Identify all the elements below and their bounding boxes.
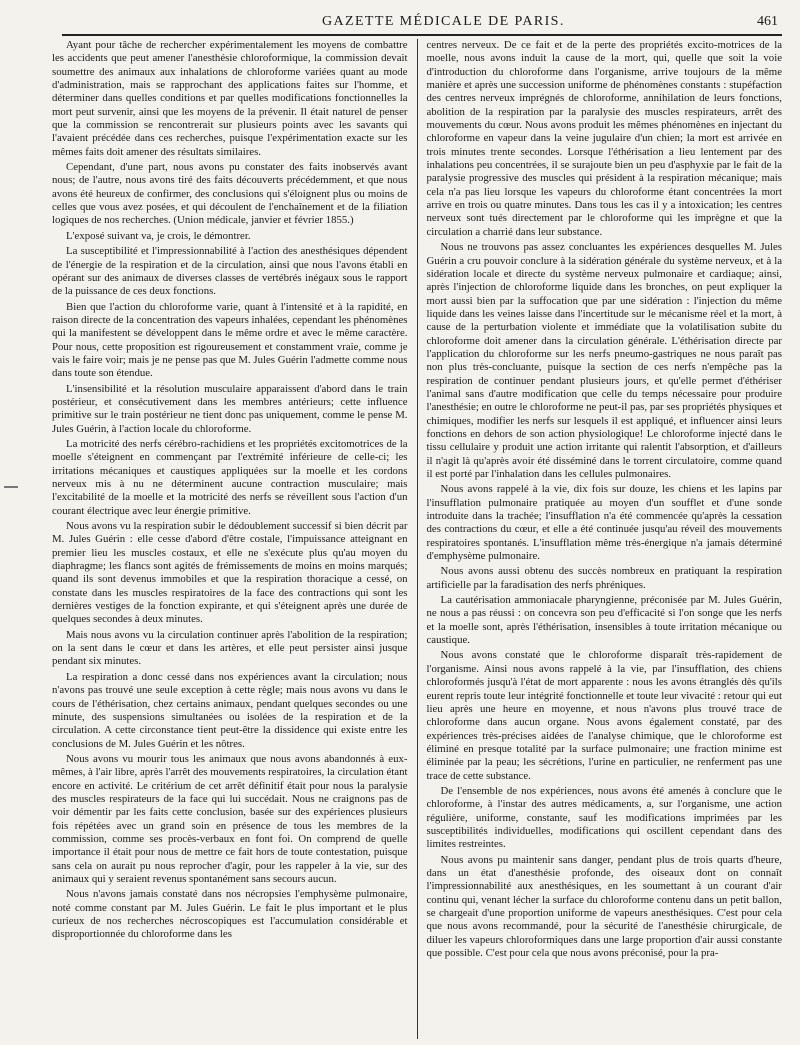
- header-rule: [62, 34, 782, 36]
- paragraph: Nous ne trouvons pas assez concluantes les expériences desquelles M. Jules Guérin a cru pouvoir conclure à la sidération générale du système nerveux, et à la sidération locale et directe du système nerveux pulmonaire et cardiaque; ainsi, après l'injection de chloroforme liquide dans les bronches, on peut expliquer la mort aussi bien par la suffocation que par une sidération : l'injection du même liquide dans les veines laisse dans l'incertitude sur le mécanisme réel et la mort, à cause de la perturbation violente et immédiate que la volatilisation subite du chloroforme doit amener dans la circulation générale. L'éthérisation directe par l'application du chloroforme sur les nerfs pneumo-gastriques ne nous paraît pas non plus très-concluante, puisque la section de ces nerfs n'empêche pas la respiration de continuer pendant plusieurs jours, et qu'elle permet d'éthériser l'animal sans d'autre modification que celle du temps nécessaire pour produire l'anesthésie; en outre le chloroforme ne peut-il pas, par ses propriétés physiques et chimiques, modifier les nerfs sur lesquels il est appliqué, et influencer ainsi leurs fonctions en dehors de son action physiologique! Le chloroforme injecté dans le tissu cellulaire y produit une action irritante qui ralentit l'absorption, et d'ailleurs il n'agit là qu'après avoir été disséminé dans le torrent circulatoire, comme quand il est porté par l'inhalation dans les cellules pulmonaires.: [426, 241, 782, 480]
- paragraph: centres nerveux. De ce fait et de la perte des propriétés excito-motrices de la moelle, nous avons induit la cause de la mort, qui, quelle que soit la voie d'introduction du chloroforme dans l'organisme, arrive toujours de la même manière et après une succession uniforme de phénomènes constants : stupéfaction des centres nerveux imprégnés de chloroforme, annihilation de leurs fonctions, abolition de la respiration par la paralysie des muscles respirateurs, arrêt des mouvements du cœur. Nous avons produit les mêmes phénomènes en injectant du chloroforme en vapeur dans la veine jugulaire d'un chien; la mort est arrivée en trois minutes trente secondes. Lorsque l'éthérisation a lieu lentement par des inhalations peu concentrées, il se surajoute bien un peu d'asphyxie par le fait de la paralysie progressive des muscles qui président à la respiration mécanique; mais cela n'a pas lieu lorsque les vapeurs du chloroforme étant concentrées la mort arrive en trois ou quatre minutes. Dans tous les cas il y a intoxication; les centres nerveux sont tués directement par le chloroforme qui les imprègne et que la circulation a charrié dans leur substance.: [426, 39, 782, 238]
- paragraph: Nous avons constaté que le chloroforme disparaît très-rapidement de l'organisme. Ainsi nous avons rappelé à la vie, par l'insufflation, des chiens chloroformés jusqu'à l'état de mort apparente : nous les avons étranglés dès qu'ils eurent repris toute leur intégrité fonctionnelle et toute leur vivacité : retour qui eut lieu après une heure en moyenne, et nous n'avons plus trouvé trace de chloroforme dans aucun organe. Nous avons également constaté, par des expériences très-précises aidées de l'analyse chimique, que le chloroforme est éliminé en presque totalité par la surface pulmonaire; une fraction minime est éliminée par la peau; les sécrétions, l'urine en particulier, ne renferment pas une trace de cette substance.: [426, 649, 782, 782]
- paragraph: Nous n'avons jamais constaté dans nos nécropsies l'emphysème pulmonaire, noté comme constant par M. Jules Guérin. Le fait le plus important et le plus curieux de nos recherches nécroscopiques est l'accumulation considérable et disproportionnée du chloroforme dans les: [52, 888, 408, 941]
- paragraph: Nous avons rappelé à la vie, dix fois sur douze, les chiens et les lapins par l'insufflation pulmonaire pratiquée au moyen d'un soufflet et d'une sonde introduite dans la trachée; l'insufflation n'a été commencée qu'après la cessation des contractions du cœur, et elle a été continuée jusqu'au réveil des mouvements respiratoires spontanés. L'insufflation même très-énergique n'a jamais déterminé d'emphysème pulmonaire.: [426, 483, 782, 563]
- page-number: 461: [757, 14, 778, 29]
- paragraph: De l'ensemble de nos expériences, nous avons été amenés à conclure que le chloroforme, à l'instar des autres médicaments, a, sur l'organisme, une action régulière, uniforme, constante, sauf les modifications imprimées par les susceptibilités individuelles, modifications qui oscillent cependant dans des limites restreintes.: [426, 784, 782, 851]
- right-column: [417, 39, 783, 1039]
- text-columns: [52, 39, 782, 1039]
- paragraph: Nous avons vu mourir tous les animaux que nous avons abandonnés à eux-mêmes, à l'air libre, après l'arrêt des mouvements respiratoires, la circulation étant encore en activité. Le critérium de cet arrêt définitif était pour nous la paralysie des muscles respirateurs de la face qui lui succédait. Nous ne craignons pas de voir démentir par les faits cette conclusion, basée sur des expériences plusieurs fois répétées avec un grand soin en présence de tous les membres de la commission, comme ses procès-verbaux en font foi. On comprend de quelle importance il était pour nous de mettre ce fait hors de toute contestation, puisque sans cela on aurait pu nous reprocher d'agir, pour les rappeler à la vie, sur des animaux qui y seraient revenus spontanément sans secours aucun.: [52, 752, 408, 885]
- paragraph: Nous avons aussi obtenu des succès nombreux en pratiquant la respiration artificielle par la faradisation des nerfs phréniques.: [426, 565, 782, 591]
- binding-mark: [4, 486, 18, 488]
- paragraph: Bien que l'action du chloroforme varie, quant à l'intensité et à la rapidité, en raison directe de la concentration des vapeurs inhalées, cependant les phénomènes qui la manifestent se développent dans le même ordre et avec le même caractère. Pour nous, cette proposition est rigoureusement et constamment vraie, comme je vais le faire voir; mais je ne pense pas que M. Jules Guérin l'admette comme nous dans toute son étendue.: [52, 300, 408, 380]
- paragraph: Mais nous avons vu la circulation continuer après l'abolition de la respiration; on la sent dans le cœur et dans les artères, et elle peut persister ainsi jusque pendant six minutes.: [52, 628, 408, 668]
- paragraph: La cautérisation ammoniacale pharyngienne, préconisée par M. Jules Guérin, ne nous a pas réussi : on concevra son peu d'efficacité si l'on songe que les nerfs et la moelle sont, après l'éthérisation, insensibles à toute irritation mécanique ou caustique.: [426, 594, 782, 647]
- paragraph: La respiration a donc cessé dans nos expériences avant la circulation; nous n'avons pas trouvé une seule exception à cette règle; mais nous avons vu dans le cours de l'éthérisation, chez certains animaux, pendant quelques secondes ou une minute, des suspensions simultanées ou isolées de la respiration et de la circulation. A cette circonstance tient peut-être la dissidence qui existe entre les conclusions de M. Jules Guérin et les nôtres.: [52, 670, 408, 750]
- page-header: [22, 0, 782, 30]
- paragraph: Nous avons pu maintenir sans danger, pendant plus de trois quarts d'heure, dans un état d'anesthésie profonde, des oiseaux dont on connaît l'impressionnabilité aux anesthésiques, en les soumettant à un courant d'air continu qui, venant lécher la surface du chloroforme contenu dans un petit ballon, se chargeait d'une proportion uniforme de vapeurs anesthésiques. C'est pour cela que nous avons recommandé, pour la sécurité de l'anesthésie chirurgicale, de diluer les vapeurs chloroformiques dans une large proportion d'air aussi constante que possible. C'est pour cela que nous avons préconisé, pour la pra-: [426, 853, 782, 960]
- paragraph: L'exposé suivant va, je crois, le démontrer.: [66, 229, 251, 242]
- paragraph: L'insensibilité et la résolution musculaire apparaissent d'abord dans le train postérieur, et consécutivement dans les membres antérieurs; cette influence primitive sur le train postérieur ne tient donc pas uniquement, comme le pense M. Jules Guérin, à l'action locale du chloroforme.: [52, 382, 408, 435]
- paragraph: La susceptibilité et l'impressionnabilité à l'action des anesthésiques dépendent de l'énergie de la respiration et de la circulation, ainsi que nous l'avons établi en opérant sur des animaux de diverses classes de vertébrés inégaux sous le rapport de la puissance de ces deux fonctions.: [52, 245, 408, 298]
- paragraph: La motricité des nerfs cérébro-rachidiens et les propriétés excitomotrices de la moelle s'éteignent en commençant par l'extrémité inférieure de celle-ci; les irritations mécaniques et caustiques appliquées sur la moelle et les cordons nerveux mis à nu ne déterminent aucune contraction musculaire; mais l'excitabilité de la moelle et la motricité des nerfs se réveillent sous l'action d'un courant électrique avec leur énergie primitive.: [52, 437, 408, 517]
- paragraph: Ayant pour tâche de rechercher expérimentalement les moyens de combattre les accidents que peut amener l'anesthésie chloroformique, la commission devait soumettre des animaux aux inhalations de chloroforme variées quant au mode d'administration, mais se rapprochant des applications faites sur l'homme, et déterminer dans quelles conditions et par quelles modifications fonctionnelles la mort peut survenir, ainsi que les moyens de la prévenir. Il était naturel de penser que la commission se rencontrerait sur plusieurs points avec les savants qui l'avaient précédée dans ces recherches, puisque l'expérimentation exacte sur les mêmes faits doit amener des résultats similaires.: [52, 39, 408, 158]
- paragraph: Nous avons vu la respiration subir le dédoublement successif si bien décrit par M. Jules Guérin : elle cesse d'abord d'être costale, l'impuissance atteignant en premier lieu les muscles costaux, et elle ne s'exécute plus qu'au moyen du diaphragme; les flancs sont agités de frémissements de moins en moins marqués; quand ils sont devenus immobiles et que la respiration thoracique a cessé, on constate dans les muscles respiratoires de la face des contractions qui sont les dernières vestiges de la fonction expirante, et qui s'éteignent après une durée de quelques secondes à deux minutes.: [52, 520, 408, 626]
- left-column: [52, 39, 417, 1039]
- journal-title: GAZETTE MÉDICALE DE PARIS.: [322, 14, 565, 29]
- paragraph: Cependant, d'une part, nous avons pu constater des faits inobservés avant nous; de l'autre, nous avons tiré des faits découverts précédemment, et que nous avons été heureux de confirmer, des conclusions qui s'éloignent plus ou moins de celles que vous avez posées, et qui découlent de l'enchaînement et de la filiation logiques de nos recherches. (Union médicale, janvier et février 1855.): [52, 161, 408, 227]
